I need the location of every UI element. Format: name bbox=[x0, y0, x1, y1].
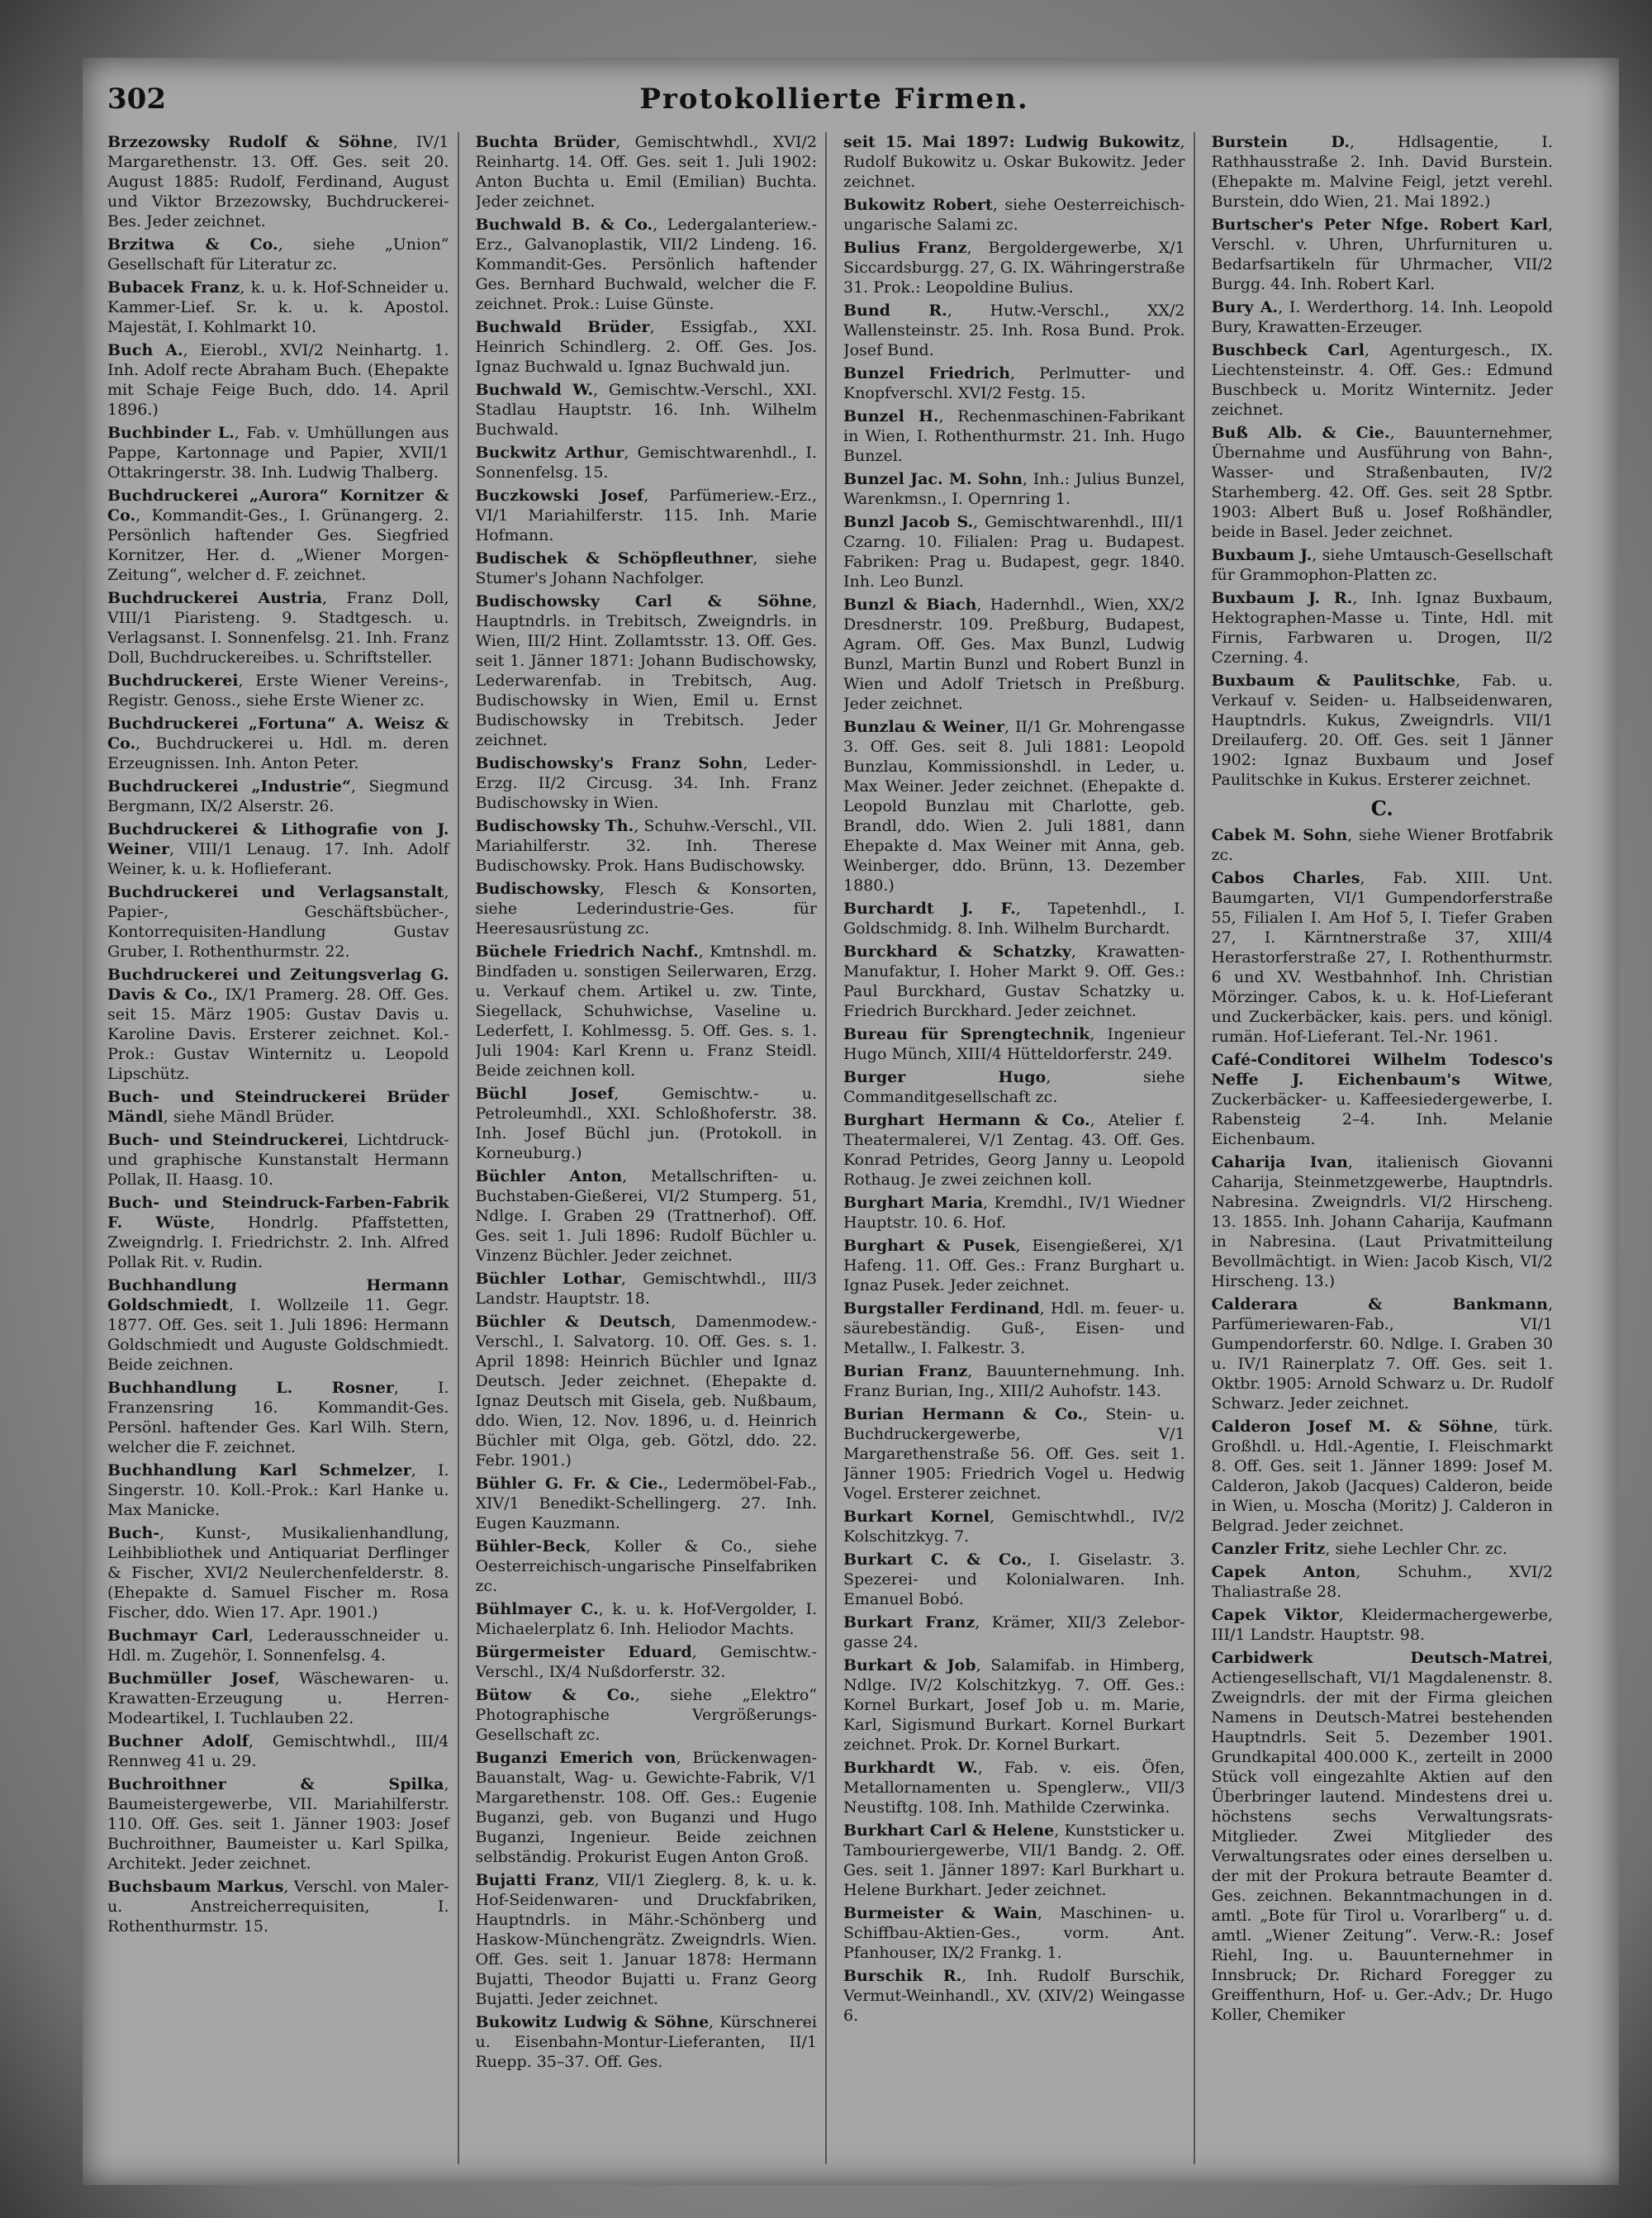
directory-entry: Burghart Hermann & Co., Atelier f. Theatermalerei, V/1 Zentag. 43. Off. Ges. Konrad Petrides, Georg Janny u. Leopold Rothaug. Je zwei zeichnen koll. bbox=[843, 1111, 1185, 1189]
column-2 bbox=[476, 132, 828, 2164]
directory-entry: Bukowitz Robert, siehe Oesterreichisch-ungarische Salami zc. bbox=[843, 196, 1185, 234]
directory-entry: Buchhandlung Karl Schmelzer, I. Singerstr. 10. Koll.-Prok.: Karl Hanke u. Max Manicke. bbox=[107, 1461, 449, 1519]
directory-entry: Bunzl & Biach, Hadernhdl., Wien, XX/2 Dresdnerstr. 109. Preßburg, Budapest, Agram. Off. Ges. Max Bunzl, Ludwig Bunzl, Martin Bunzl und Robert Bunzl in Wien und Adolf Trietsch in Preßburg. Jeder zeichnet. bbox=[843, 596, 1185, 713]
page-header bbox=[107, 83, 1561, 132]
directory-entry: Burkhart Carl & Helene, Kunststicker u. Tambouriergewerbe, VII/1 Bandg. 2. Off. Ges. seit 1. Jänner 1897: Karl Burkhart u. Helene Burkhart. Jeder zeichnet. bbox=[843, 1821, 1185, 1899]
directory-entry: Bureau für Sprengtechnik, Ingenieur Hugo Münch, XIII/4 Hütteldorferstr. 249. bbox=[843, 1025, 1185, 1063]
directory-entry: Buch A., Eierobl., XVI/2 Neinhartg. 1. Inh. Adolf recte Abraham Buch. (Ehepakte mit Schaje Feige Buch, ddo. 14. April 1896.) bbox=[107, 341, 449, 419]
directory-entry: Bütow & Co., siehe „Elektro“ Photographische Vergrößerungs-Gesellschaft zc. bbox=[475, 1686, 818, 1744]
directory-entry: Büchler Lothar, Gemischtwhdl., III/3 Landstr. Hauptstr. 18. bbox=[475, 1270, 817, 1308]
directory-entry: Carbidwerk Deutsch-Matrei, Actiengesellschaft, VI/1 Magdalenenstr. 8. Zweigndrls. der mit der Firma gleichen Namens in Deutsch-Matrei bestehenden Hauptndrls. Seit 5. Dezember 1901. Grundkapital 400.000 K., zerteilt in 2000 Stück voll eingezahlte Aktien auf den Überbringer lautend. Mindestens drei u. höchstens sechs Verwaltungsrats-Mitglieder. Zwei Mitglieder des Verwaltungsrates oder eines derselben u. der mit der Prokura betraute Beamter d. Ges. zeichnen. Bekanntmachungen in d. amtl. „Bote für Tirol u. Vorarlberg“ u. d. amtl. „Wiener Zeitung“. Verw.-R.: Josef Riehl, Ing. u. Bauunternehmer in Innsbruck; Dr. Richard Foregger zu Greiffenthurn, Hof- u. Ger.-Adv.; Dr. Hugo Koller, Chemiker bbox=[1211, 1649, 1553, 2024]
directory-entry: Büchler & Deutsch, Damenmodew.-Verschl., I. Salvatorg. 10. Off. Ges. s. 1. April 1898: Heinrich Büchler und Ignaz Deutsch. Jeder zeichnet. (Ehepakte d. Ignaz Deutsch mit Gisela, geb. Nußbaum, ddo. Wien, 12. Nov. 1896, u. d. Heinrich Büchler mit Olga, geb. Götzl, ddo. 22. Febr. 1901.) bbox=[475, 1313, 817, 1470]
directory-entry: Budischowsky, Flesch & Konsorten, siehe Lederindustrie-Ges. für Heeresausrüstung zc. bbox=[475, 880, 817, 938]
directory-entry: Buchdruckerei & Lithografie von J. Weiner, VIII/1 Lenaug. 17. Inh. Adolf Weiner, k. u. k. Hoflieferant. bbox=[107, 820, 449, 878]
directory-entry: Burghart Maria, Kremdhl., IV/1 Wiedner Hauptstr. 10. 6. Hof. bbox=[843, 1194, 1185, 1232]
directory-entry: Bury A., I. Werderthorg. 14. Inh. Leopold Bury, Krawatten-Erzeuger. bbox=[1211, 298, 1553, 336]
directory-entry: Burschik R., Inh. Rudolf Burschik, Vermut-Weinhandl., XV. (XIV/2) Weingasse 6. bbox=[843, 1967, 1185, 2025]
column-1 bbox=[107, 132, 459, 2164]
directory-entry: Buß Alb. & Cie., Bauunternehmer, Übernahme und Ausführung von Bahn-, Wasser- und Straßenbauten, IV/2 Starhemberg. 42. Off. Ges. seit 28 Sptbr. 1903: Albert Buß u. Josef Roßhändler, beide in Basel. Jeder zeichnet. bbox=[1211, 424, 1553, 541]
directory-entry: Burger Hugo, siehe Commanditgesellschaft zc. bbox=[843, 1068, 1185, 1106]
directory-entry: Buchwald B. & Co., Ledergalanteriew.-Erz., Galvanoplastik, VII/2 Lindeng. 16. Kommandit-Ges. Persönlich haftender Ges. Bernhard Buchwald, welcher die F. zeichnet. Prok.: Luise Günste. bbox=[475, 216, 817, 313]
directory-entry: Calderon Josef M. & Söhne, türk. Großhdl. u. Hdl.-Agentie, I. Fleischmarkt 8. Off. Ges. seit 1. Jänner 1899: Josef M. Calderon, Jakob (Jacques) Calderon, beide in Wien, u. Moscha (Moritz) J. Calderon in Belgrad. Jeder zeichnet. bbox=[1211, 1418, 1553, 1535]
directory-entry: Büchele Friedrich Nachf., Kmtnshdl. m. Bindfaden u. sonstigen Seilerwaren, Erzg. u. Verkauf chem. Artikel u. zw. Tinte, Siegellack, Schuhwichse, Vaseline u. Lederfett, I. Kohlmessg. 5. Off. Ges. s. 1. Juli 1904: Karl Krenn u. Franz Steidl. Beide zeichnen koll. bbox=[475, 943, 818, 1080]
page-number: 302 bbox=[107, 83, 166, 116]
directory-entry: Burkart C. & Co., I. Giselastr. 3. Spezerei- und Kolonialwaren. Inh. Emanuel Bobó. bbox=[843, 1551, 1185, 1608]
directory-entry: Buchwald W., Gemischtw.-Verschl., XXI. Stadlau Hauptstr. 16. Inh. Wilhelm Buchwald. bbox=[475, 381, 817, 439]
directory-entry: Burgstaller Ferdinand, Hdl. m. feuer- u. säurebeständig. Guß-, Eisen- und Metallw., I. Falkestr. 3. bbox=[843, 1299, 1185, 1357]
running-title: Protokollierte Firmen. bbox=[639, 83, 1029, 116]
directory-entry: Buganzi Emerich von, Brückenwagen-Bauanstalt, Wag- u. Gewichte-Fabrik, V/1 Margarethenstr. 108. Off. Ges.: Eugenie Buganzi, geb. von Buganzi und Hugo Buganzi, Ingenieur. Beide zeichnen selbständig. Prokurist Eugen Anton Groß. bbox=[475, 1749, 817, 1866]
directory-entry: Burkart Franz, Krämer, XII/3 Zelebor-gasse 24. bbox=[843, 1613, 1185, 1651]
directory-entry: Burckhard & Schatzky, Krawatten-Manufaktur, I. Hoher Markt 9. Off. Ges.: Paul Burckhard, Gustav Schatzky u. Friedrich Burckhard. Jeder zeichnet. bbox=[843, 943, 1185, 1020]
directory-entry: Buchner Adolf, Gemischtwhdl., III/4 Rennweg 41 u. 29. bbox=[107, 1732, 449, 1770]
directory-entry: Budischowsky Th., Schuhw.-Verschl., VII. Mariahilferstr. 32. Inh. Therese Budischowsky. Prok. Hans Budischowsky. bbox=[475, 817, 817, 875]
directory-columns bbox=[107, 132, 1561, 2164]
directory-entry: Buch-, Kunst-, Musikalienhandlung, Leihbibliothek und Antiquariat Derflinger & Fischer, XVI/2 Neulerchenfelderstr. 8. (Ehepakte d. Samuel Fischer m. Rosa Fischer, ddo. Wien 17. Apr. 1901.) bbox=[107, 1524, 449, 1622]
column-3 bbox=[843, 132, 1195, 2164]
directory-entry: Calderara & Bankmann, Parfümeriewaren-Fab., VI/1 Gumpendorferstr. 60. Ndlge. I. Graben 30 u. IV/1 Rainerplatz 7. Off. Ges. seit 1. Oktbr. 1905: Arnold Schwarz u. Dr. Rudolf Schwarz. Jeder zeichnet. bbox=[1211, 1295, 1553, 1413]
directory-entry: Café-Conditorei Wilhelm Todesco's Neffe J. Eichenbaum's Witwe, Zuckerbäcker- u. Kaffeesiedergewerbe, I. Rabensteig 2–4. Inh. Melanie Eichenbaum. bbox=[1211, 1051, 1553, 1148]
directory-entry: Burstein D., Hdlsagentie, I. Rathhausstraße 2. Inh. David Burstein. (Ehepakte m. Malvine Feigl, jetzt verehl. Burstein, ddo Wien, 21. Mai 1892.) bbox=[1211, 133, 1553, 211]
directory-entry: Buch- und Steindruckerei, Lichtdruck- und graphische Kunstanstalt Hermann Pollak, II. Haasg. 10. bbox=[107, 1131, 449, 1189]
directory-entry: Burchardt J. F., Tapetenhdl., I. Goldschmidg. 8. Inh. Wilhelm Burchardt. bbox=[843, 900, 1185, 938]
directory-entry: Burghart & Pusek, Eisengießerei, X/1 Hafeng. 11. Off. Ges.: Franz Burghart u. Ignaz Pusek. Jeder zeichnet. bbox=[843, 1237, 1185, 1294]
directory-entry: Capek Anton, Schuhm., XVI/2 Thaliastraße 28. bbox=[1211, 1563, 1553, 1601]
directory-entry: Burkhardt W., Fab. v. eis. Öfen, Metallornamenten u. Spenglerw., VII/3 Neustiftg. 108. Inh. Mathilde Czerwinka. bbox=[843, 1759, 1185, 1817]
directory-entry: Buchmayr Carl, Lederausschneider u. Hdl. m. Zugehör, I. Sonnenfelsg. 4. bbox=[107, 1627, 449, 1665]
directory-entry: Buchsbaum Markus, Verschl. von Maler- u. Anstreicherrequisiten, I. Rothenthurmstr. 15. bbox=[107, 1878, 449, 1935]
directory-entry: Bund R., Hutw.-Verschl., XX/2 Wallensteinstr. 25. Inh. Rosa Bund. Prok. Josef Bund. bbox=[843, 302, 1185, 359]
directory-entry: Buch- und Steindruckerei Brüder Mändl, siehe Mändl Brüder. bbox=[107, 1088, 449, 1126]
directory-entry: Buchroithner & Spilka, Baumeistergewerbe, VII. Mariahilferstr. 110. Off. Ges. seit 1. Jänner 1903: Josef Buchroithner, Baumeister u. Karl Spilka, Architekt. Jeder zeichnet. bbox=[107, 1775, 449, 1873]
directory-entry: Canzler Fritz, siehe Lechler Chr. zc. bbox=[1211, 1540, 1507, 1558]
directory-entry: Buchhandlung L. Rosner, I. Franzensring 16. Kommandit-Ges. Persönl. haftender Ges. Karl Wilh. Stern, welcher die F. zeichnet. bbox=[107, 1379, 449, 1456]
directory-entry: Buxbaum J. R., Inh. Ignaz Buxbaum, Hektographen-Masse u. Tinte, Hdl. mit Firnis, Farbwaren u. Drogen, II/2 Czerning. 4. bbox=[1211, 589, 1553, 667]
directory-entry: Burkart Kornel, Gemischtwhdl., IV/2 Kolschitzkyg. 7. bbox=[843, 1508, 1185, 1546]
directory-entry: Buxbaum & Paulitschke, Fab. u. Verkauf v. Seiden- u. Halbseidenwaren, Hauptndrls. Kukus, Zweigndrls. VII/1 Dreilauferg. 20. Off. Ges. seit 1 Jänner 1902: Ignaz Buxbaum und Josef Paulitschke in Kukus. Ersterer zeichnet. bbox=[1211, 672, 1553, 789]
directory-entry: Buchdruckerei, Erste Wiener Vereins-, Registr. Genoss., siehe Erste Wiener zc. bbox=[107, 672, 449, 710]
directory-entry: Buchdruckerei „Fortuna“ A. Weisz & Co., Buchdruckerei u. Hdl. m. deren Erzeugnissen. Inh. Anton Peter. bbox=[107, 715, 449, 772]
directory-entry: Bujatti Franz, VII/1 Zieglerg. 8, k. u. k. Hof-Seidenwaren- und Druckfabriken, Hauptndrls. in Mähr.-Schönberg und Haskow-Münchengrätz. Zweigndrls. Wien. Off. Ges. seit 1. Januar 1878: Hermann Bujatti, Theodor Bujatti u. Franz Georg Bujatti. Jeder zeichnet. bbox=[475, 1871, 817, 2008]
directory-entry: Buchdruckerei „Industrie“, Siegmund Bergmann, IX/2 Alserstr. 26. bbox=[107, 777, 449, 815]
directory-entry: Buxbaum J., siehe Umtausch-Gesellschaft für Grammophon-Platten zc. bbox=[1211, 546, 1553, 584]
section-letter: C. bbox=[1370, 796, 1393, 820]
directory-entry: Buckwitz Arthur, Gemischtwarenhdl., I. Sonnenfelsg. 15. bbox=[475, 444, 818, 482]
directory-entry: Buchdruckerei und Verlagsanstalt, Papier-, Geschäftsbücher-, Kontorrequisiten-Handlung Gustav Gruber, I. Rothenthurmstr. 22. bbox=[107, 883, 449, 961]
directory-entry: Büchler Anton, Metallschriften- u. Buchstaben-Gießerei, VI/2 Stumperg. 51, Ndlge. I. Graben 29 (Trattnerhof). Off. Ges. seit 1. Juli 1896: Rudolf Büchler u. Vinzenz Büchler. Jeder zeichnet. bbox=[475, 1167, 817, 1265]
directory-entry: Bunzel Jac. M. Sohn, Inh.: Julius Bunzel, Warenkmsn., I. Opernring 1. bbox=[843, 470, 1185, 508]
directory-entry: Cabos Charles, Fab. XIII. Unt. Baumgarten, VI/1 Gumpendorferstraße 55, Filialen I. Am Hof 5, I. Tiefer Graben 27, I. Kärntnerstraße 37, XIII/4 Herastorferstraße 27, I. Rothenthurmstr. 6 und XV. Westbahnhof. Inh. Christian Mörzinger. Cabos, k. u. k. Hof-Lieferant und Zuckerbäcker, kais. pers. und königl. rumän. Hof-Lieferant. Tel.-Nr. 1961. bbox=[1211, 869, 1553, 1046]
directory-entry: Buschbeck Carl, Agenturgesch., IX. Liechtensteinstr. 4. Off. Ges.: Edmund Buschbeck u. Moritz Winternitz. Jeder zeichnet. bbox=[1211, 341, 1553, 419]
directory-entry: Bürgermeister Eduard, Gemischtw.-Verschl., IX/4 Nußdorferstr. 32. bbox=[475, 1643, 817, 1681]
directory-entry: Budischek & Schöpfleuthner, siehe Stumer's Johann Nachfolger. bbox=[475, 549, 817, 587]
directory-entry: Burkart & Job, Salamifab. in Himberg, Ndlge. IV/2 Kolschitzkyg. 7. Off. Ges.: Kornel Burkart, Josef Job u. m. Marie, Karl, Sigismund Burkart. Kornel Burkart zeichnet. Prok. Dr. Kornel Burkart. bbox=[843, 1656, 1185, 1754]
directory-entry: Capek Viktor, Kleidermachergewerbe, III/1 Landstr. Hauptstr. 98. bbox=[1211, 1606, 1553, 1644]
directory-entry: Bunzel Friedrich, Perlmutter- und Knopfverschl. XVI/2 Festg. 15. bbox=[843, 364, 1185, 402]
directory-entry: Burtscher's Peter Nfge. Robert Karl, Verschl. v. Uhren, Uhrfurnituren u. Bedarfsartikeln für Uhrmacher, VII/2 Burgg. 44. Inh. Robert Karl. bbox=[1211, 216, 1553, 293]
directory-entry: Bubacek Franz, k. u. k. Hof-Schneider u. Kammer-Lief. Sr. k. u. k. Apostol. Majestät, I. Kohlmarkt 10. bbox=[107, 278, 449, 336]
directory-entry: Buchwald Brüder, Essigfab., XXI. Heinrich Schindlerg. 2. Off. Ges. Jos. Ignaz Buchwald u. Ignaz Buchwald jun. bbox=[475, 318, 817, 376]
directory-entry: Cabek M. Sohn, siehe Wiener Brotfabrik zc. bbox=[1211, 826, 1554, 864]
directory-entry: Budischowsky's Franz Sohn, Leder-Erzg. II/2 Circusg. 34. Inh. Franz Budischowsky in Wien. bbox=[475, 754, 817, 812]
directory-entry: Buchmüller Josef, Wäschewaren- u. Krawatten-Erzeugung u. Herren-Modeartikel, I. Tuchlauben 22. bbox=[107, 1669, 449, 1727]
directory-entry: Bühler G. Fr. & Cie., Ledermöbel-Fab., XIV/1 Benedikt-Schellingerg. 27. Inh. Eugen Kauzmann. bbox=[475, 1475, 817, 1532]
directory-entry: Buchbinder L., Fab. v. Umhüllungen aus Pappe, Kartonnage und Papier, XVII/1 Ottakringerstr. 38. Inh. Ludwig Thalberg. bbox=[107, 424, 449, 482]
directory-entry: Bukowitz Ludwig & Söhne, Kürschnerei u. Eisenbahn-Montur-Lieferanten, II/1 Ruepp. 35–37. Off. Ges. bbox=[475, 2013, 817, 2071]
directory-entry: Bulius Franz, Bergoldergewerbe, X/1 Siccardsburgg. 27, G. IX. Währingerstraße 31. Prok.: Leopoldine Bulius. bbox=[843, 239, 1185, 297]
directory-entry: seit 15. Mai 1897: Ludwig Bukowitz, Rudolf Bukowitz u. Oskar Bukowitz. Jeder zeichnet. bbox=[843, 133, 1185, 191]
directory-entry: Bunzlau & Weiner, II/1 Gr. Mohrengasse 3. Off. Ges. seit 8. Juli 1881: Leopold Bunzlau, Kommissionshdl. in Leder, u. Max Weiner. Jeder zeichnet. (Ehepakte d. Leopold Bunzlau mit Charlotte, geb. Brandl, ddo. Wien 2. Juli 1881, dann Ehepakte d. Max Weiner mit Anna, geb. Weinberger, ddo. Brünn, 13. Dezember 1880.) bbox=[843, 718, 1185, 895]
directory-entry: Brzezowsky Rudolf & Söhne, IV/1 Margarethenstr. 13. Off. Ges. seit 20. August 1885: Rudolf, Ferdinand, August und Viktor Brzezowsky, Buchdruckerei-Bes. Jeder zeichnet. bbox=[107, 133, 449, 230]
directory-entry: Buchdruckerei Austria, Franz Doll, VIII/1 Piaristeng. 9. Stadtgesch. u. Verlagsanst. I. Sonnenfelsg. 21. Inh. Franz Doll, Buchdruckereibes. u. Schriftsteller. bbox=[107, 589, 449, 667]
column-4 bbox=[1212, 132, 1562, 2164]
directory-entry: Buch- und Steindruck-Farben-Fabrik F. Wüste, Hondrlg. Pfaffstetten, Zweigndrlg. I. Friedrichstr. 2. Inh. Alfred Pollak Rit. v. Rudin. bbox=[107, 1194, 449, 1271]
directory-entry: Budischowsky Carl & Söhne, Hauptndrls. in Trebitsch, Zweigndrls. in Wien, III/2 Hint. Zollamtsstr. 13. Off. Ges. seit 1. Jänner 1871: Johann Budischowsky, Lederwarenfab. in Trebitsch, Aug. Budischowsky in Wien, Emil u. Ernst Budischowsky in Trebitsch. Jeder zeichnet. bbox=[475, 592, 817, 749]
directory-entry: Bühler-Beck, Koller & Co., siehe Oesterreichisch-ungarische Pinselfabriken zc. bbox=[475, 1537, 817, 1595]
directory-entry: Buchhandlung Hermann Goldschmiedt, I. Wollzeile 11. Gegr. 1877. Off. Ges. seit 1. Juli 1896: Hermann Goldschmiedt und Auguste Goldschmiedt. Beide zeichnen. bbox=[107, 1276, 449, 1374]
directory-entry: Burian Franz, Bauunternehmung. Inh. Franz Burian, Ing., XIII/2 Auhofstr. 143. bbox=[843, 1362, 1185, 1400]
directory-entry: Bunzl Jacob S., Gemischtwarenhdl., III/1 Czarng. 10. Filialen: Prag u. Budapest. Fabriken: Prag u. Budapest, gegr. 1840. Inh. Leo Bunzl. bbox=[843, 513, 1185, 591]
directory-entry: Buczkowski Josef, Parfümeriew.-Erz., VI/1 Mariahilferstr. 115. Inh. Marie Hofmann. bbox=[475, 487, 817, 544]
directory-entry: Brzitwa & Co., siehe „Union“ Gesellschaft für Literatur zc. bbox=[107, 235, 449, 273]
directory-entry: Buchdruckerei und Zeitungsverlag G. Davis & Co., IX/1 Pramerg. 28. Off. Ges. seit 15. März 1905: Gustav Davis u. Karoline Davis. Ersterer zeichnet. Kol.-Prok.: Gustav Winternitz u. Leopold Lipschütz. bbox=[107, 966, 449, 1083]
directory-entry: Buchta Brüder, Gemischtwhdl., XVI/2 Reinhartg. 14. Off. Ges. seit 1. Juli 1902: Anton Buchta u. Emil (Emilian) Buchta. Jeder zeichnet. bbox=[475, 133, 817, 211]
directory-entry: Burian Hermann & Co., Stein- u. Buchdruckergewerbe, V/1 Margarethenstraße 56. Off. Ges. seit 1. Jänner 1905: Friedrich Vogel u. Hedwig Vogel. Ersterer zeichnet. bbox=[843, 1405, 1185, 1503]
directory-entry: Buchdruckerei „Aurora“ Kornitzer & Co., Kommandit-Ges., I. Grünangerg. 2. Persönlich haftender Ges. Siegfried Kornitzer, Her. d. „Wiener Morgen-Zeitung“, welcher d. F. zeichnet. bbox=[107, 487, 449, 584]
directory-entry: Caharija Ivan, italienisch Giovanni Caharija, Steinmetzgewerbe, Hauptndrls. Nabresina. Zweigndrls. VI/2 Hirscheng. 13. 1855. Inh. Johann Caharija, Kaufmann in Nabresina. (Laut Privatmitteilung Bevollmächtigt. in Wien: Jacob Kisch, VI/2 Hirscheng. 13.) bbox=[1211, 1153, 1553, 1290]
directory-entry: Bunzel H., Rechenmaschinen-Fabrikant in Wien, I. Rothenthurmstr. 21. Inh. Hugo Bunzel. bbox=[843, 407, 1185, 465]
directory-entry: Burmeister & Wain, Maschinen- u. Schiffbau-Aktien-Ges., vorm. Ant. Pfanhouser, IX/2 Frankg. 1. bbox=[843, 1904, 1185, 1962]
directory-entry: Büchl Josef, Gemischtw.- u. Petroleumhdl., XXI. Schloßhoferstr. 38. Inh. Josef Büchl jun. (Protokoll. in Korneuburg.) bbox=[475, 1085, 817, 1162]
directory-entry: Bühlmayer C., k. u. k. Hof-Vergolder, I. Michaelerplatz 6. Inh. Heliodor Machts. bbox=[475, 1600, 817, 1638]
